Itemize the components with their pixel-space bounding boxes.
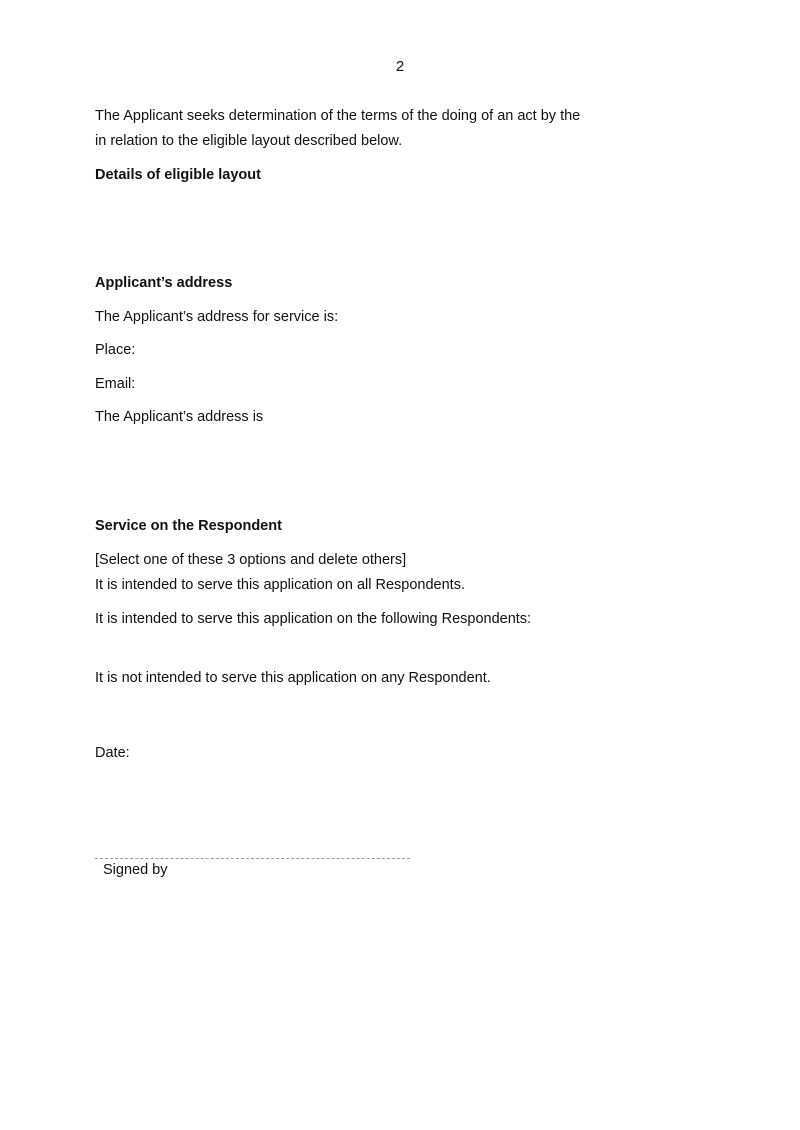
intro-line-2: in relation to the eligible layout described below. (95, 133, 403, 149)
service-option-following: It is intended to serve this application on the following Respondents: (95, 611, 532, 627)
applicant-address-line: The Applicant’s address is (95, 409, 264, 425)
intro-line-1: The Applicant seeks determination of the terms of the doing of an act by the (95, 108, 581, 124)
date-label: Date: (95, 745, 130, 761)
service-instruction: [Select one of these 3 options and delete others] (95, 552, 407, 568)
signed-by-label: Signed by (103, 862, 168, 878)
address-for-service-line: The Applicant’s address for service is: (95, 309, 339, 325)
service-option-all: It is intended to serve this application on all Respondents. (95, 577, 465, 593)
email-label: Email: (95, 376, 136, 392)
signature-line (95, 858, 410, 859)
service-option-none: It is not intended to serve this application on any Respondent. (95, 670, 491, 686)
place-label: Place: (95, 342, 136, 358)
service-heading: Service on the Respondent (95, 518, 282, 534)
applicant-address-heading: Applicant’s address (95, 275, 233, 291)
eligible-layout-heading: Details of eligible layout (95, 167, 261, 183)
page-number: 2 (395, 58, 405, 75)
